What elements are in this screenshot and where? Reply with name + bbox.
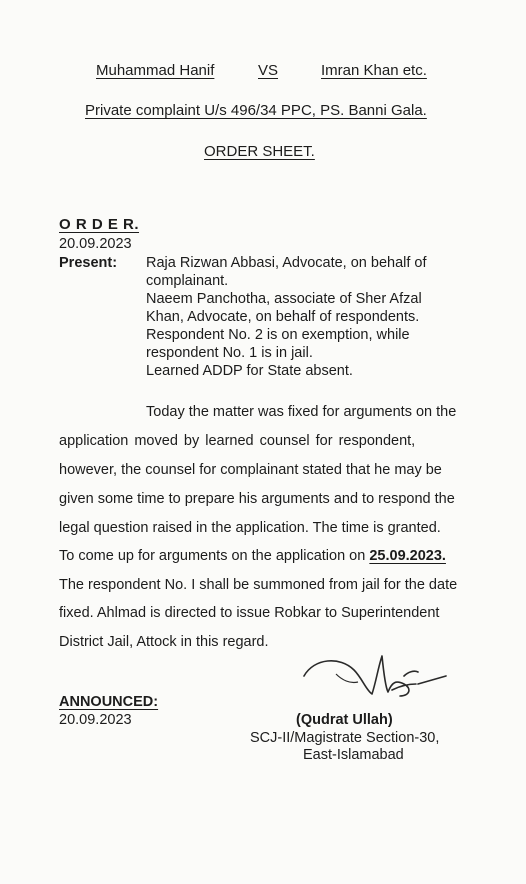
signatory-name: (Qudrat Ullah) [296,712,393,728]
present-line: respondent No. 1 is in jail. [146,345,313,361]
party-right: Imran Khan etc. [321,62,427,79]
signatory-location: East-Islamabad [303,747,404,763]
order-date: 20.09.2023 [59,236,132,252]
signature [296,646,466,721]
body-line-text: To come up for arguments on the application on [59,548,366,564]
present-line: Raja Rizwan Abbasi, Advocate, on behalf of [146,255,427,271]
body-line: given some time to prepare his arguments and to respond the [59,491,455,507]
next-hearing-date: 25.09.2023. [369,548,446,564]
present-line: Learned ADDP for State absent. [146,363,353,379]
body-line: legal question raised in the application. The time is granted. [59,520,441,536]
body-line: however, the counsel for complainant stated that he may be [59,462,442,478]
body-line: The respondent No. I shall be summoned from jail for the date [59,577,458,593]
body-line: application moved by learned counsel for respondent, [59,433,416,449]
body-line: fixed. Ahlmad is directed to issue Robkar to Superintendent [59,605,440,621]
present-line: Respondent No. 2 is on exemption, while [146,327,410,343]
body-line: District Jail, Attock in this regard. [59,634,269,650]
page-title: ORDER SHEET. [204,143,315,160]
party-left: Muhammad Hanif [96,62,215,79]
present-line: Khan, Advocate, on behalf of respondents. [146,309,420,325]
body-line [59,548,446,564]
announced-label: ANNOUNCED: [59,694,159,710]
complaint-line: Private complaint U/s 496/34 PPC, PS. Banni Gala. [85,102,427,119]
body-line: Today the matter was fixed for arguments on the [146,404,457,420]
signatory-designation: SCJ-II/Magistrate Section-30, [250,730,440,746]
announced-date: 20.09.2023 [59,712,132,728]
present-label: Present: [59,255,118,271]
present-line: Naeem Panchotha, associate of Sher Afzal [146,291,422,307]
present-line: complainant. [146,273,229,289]
versus-label: VS [258,62,279,79]
order-heading: O R D E R. [59,216,140,233]
present-list [146,254,427,380]
